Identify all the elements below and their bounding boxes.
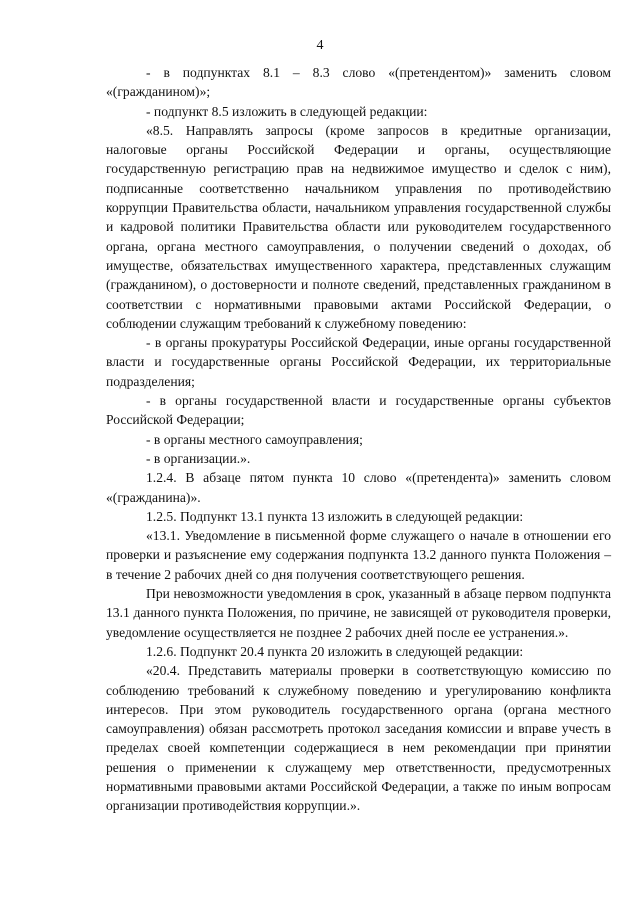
paragraph: При невозможности уведомления в срок, указанный в абзаце первом подпункта 13.1 данного пункта Положения, по причине, не зависящей от руководителя проверки, уведомление осуществляется не позднее 2 рабочих дней после ее устранения.».	[106, 586, 611, 640]
paragraph: - в организации.».	[146, 450, 251, 466]
document-body	[106, 63, 611, 816]
page-number: 4	[316, 38, 324, 53]
paragraph: «13.1. Уведомление в письменной форме служащего о начале в отношении его проверки и разъяснение ему содержания подпункта 13.2 данного пункта Положения – в течение 2 рабочих дней со дня получения соответствующего решения.	[106, 528, 611, 582]
paragraph: 1.2.6. Подпункт 20.4 пункта 20 изложить в следующей редакции:	[146, 643, 524, 659]
paragraph: «20.4. Представить материалы проверки в соответствующую комиссию по соблюдению требований к служебному поведению и урегулированию конфликта интересов. При этом руководитель государственного органа (органа местного самоуправления) обязан рассмотреть протокол заседания комиссии и вправе учесть в пределах своей компетенции содержащиеся в нем рекомендации при принятии решения о применении к служащему мер ответственности, предусмотренных нормативными правовыми актами Российской Федерации, а также по иным вопросам организации противодействия коррупции.».	[106, 663, 611, 814]
paragraph: 1.2.5. Подпункт 13.1 пункта 13 изложить в следующей редакции:	[146, 508, 524, 524]
paragraph: 1.2.4. В абзаце пятом пункта 10 слово «(претендента)» заменить словом «(гражданина)».	[106, 470, 611, 505]
paragraph: «8.5. Направлять запросы (кроме запросов в кредитные организации, налоговые органы Российской Федерации и органы, осуществляющие государственную регистрацию прав на недвижимое имущество и сделок с ним), подписанные соответственно начальником управления по противодействию коррупции Правительства области, начальником управления государственной службы и кадровой политики Правительства области или руководителем государственного органа, органа местного самоуправления, о получении сведений о доходах, об имуществе, обязательствах имущественного характера, представленных служащим (гражданином), о достоверности и полноте сведений, представленных гражданином в соответствии с нормативными правовыми актами Российской Федерации, о соблюдении служащим требований к служебному поведению:	[106, 122, 611, 331]
paragraph: - подпункт 8.5 изложить в следующей редакции:	[146, 103, 428, 119]
paragraph: - в органы прокуратуры Российской Федерации, иные органы государственной власти и государственные органы Российской Федерации, их территориальные подразделения;	[106, 335, 611, 389]
paragraph: - в органы местного самоуправления;	[146, 431, 363, 447]
paragraph: - в органы государственной власти и государственные органы субъектов Российской Федерации;	[106, 393, 611, 428]
paragraph: - в подпунктах 8.1 – 8.3 слово «(претендентом)» заменить словом «(гражданином)»;	[106, 65, 611, 100]
